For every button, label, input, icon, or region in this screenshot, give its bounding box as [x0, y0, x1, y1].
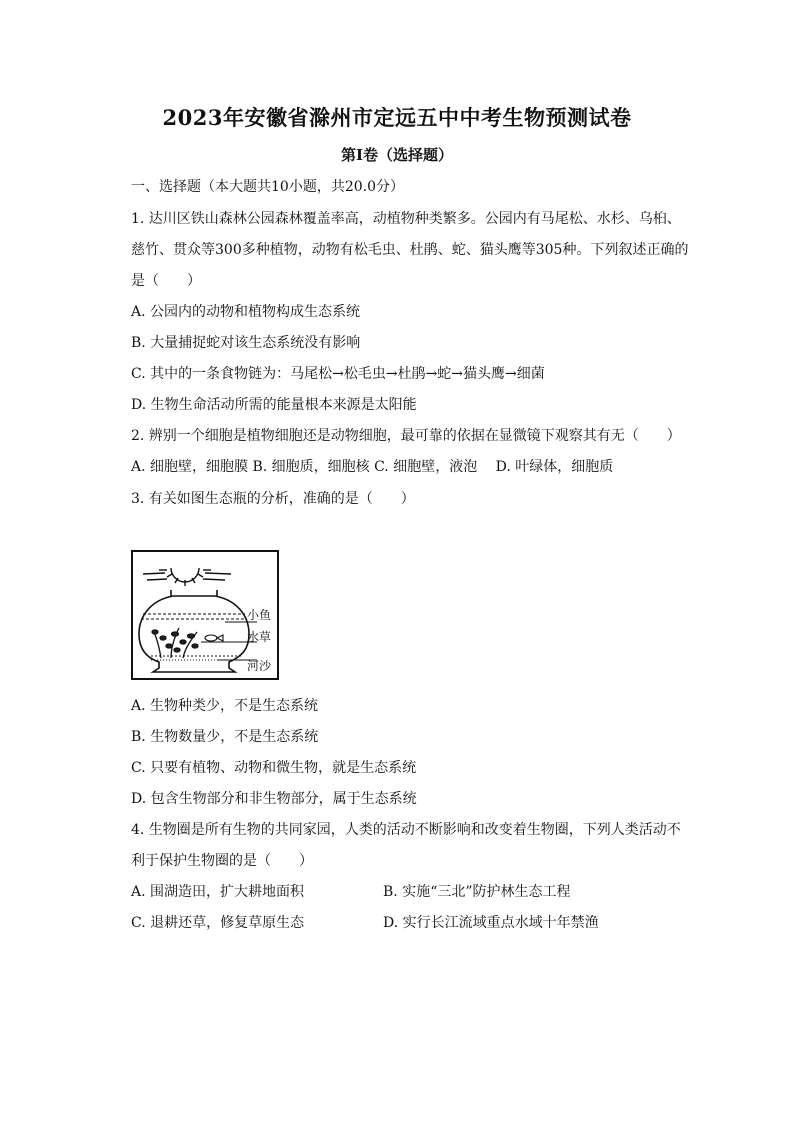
q4-option-c: C. 退耕还草，修复草原生态: [131, 915, 305, 931]
section-title: 第I卷（选择题）: [340, 146, 454, 164]
fish-label: 小鱼: [247, 608, 272, 622]
q2-options: A. 细胞壁，细胞膜 B. 细胞质，细胞核 C. 细胞壁，液泡 D. 叶绿体，细胞质: [131, 459, 614, 475]
q3-stem: 3. 有关如图生态瓶的分析，准确的是（ ）: [131, 491, 415, 507]
q4-stem-line-1: 4. 生物圈是所有生物的共同家园，人类的活动不断影响和改变着生物圈，下列人类活动不: [131, 822, 681, 838]
q1-stem-line-1: 1. 达川区铁山森林公园森林覆盖率高，动植物种类繁多。公园内有马尾松、水杉、乌桕、: [131, 211, 681, 227]
q3-option-b: B. 生物数量少，不是生态系统: [131, 729, 319, 745]
q3-option-a: A. 生物种类少，不是生态系统: [131, 698, 319, 714]
q1-option-d: D. 生物生命活动所需的能量根本来源是太阳能: [131, 397, 417, 413]
q1-stem-line-3: 是（ ）: [131, 273, 201, 289]
waterweed-label: 水草: [247, 630, 272, 644]
eco-bottle-figure: [131, 550, 279, 680]
q4-option-a: A. 围湖造田，扩大耕地面积: [131, 884, 305, 900]
part-heading: 一、选择题（本大题共10小题，共20.0分）: [131, 179, 404, 195]
q2-stem: 2. 辨别一个细胞是植物细胞还是动物细胞，最可靠的依据在显微镜下观察其有无（ ）: [131, 428, 681, 444]
q4-option-d: D. 实行长江流域重点水域十年禁渔: [383, 915, 599, 931]
q3-option-c: C. 只要有植物、动物和微生物，就是生态系统: [131, 760, 417, 776]
q1-stem-line-2: 慈竹、贯众等300多种植物，动物有松毛虫、杜鹃、蛇、猫头鹰等305种。下列叙述正确的: [131, 242, 689, 258]
q1-option-c: C. 其中的一条食物链为：马尾松→松毛虫→杜鹃→蛇→猫头鹰→细菌: [131, 366, 545, 382]
q4-stem-line-2: 利于保护生物圈的是（ ）: [131, 853, 313, 869]
exam-title: 2023年安徽省滁州市定远五中中考生物预测试卷: [162, 105, 632, 130]
q4-option-b: B. 实施“三北”防护林生态工程: [383, 884, 571, 900]
q1-option-b: B. 大量捕捉蛇对该生态系统没有影响: [131, 335, 361, 351]
q1-option-a: A. 公园内的动物和植物构成生态系统: [131, 304, 361, 320]
sand-label: 河沙: [247, 659, 272, 673]
q3-option-d: D. 包含生物部分和非生物部分，属于生态系统: [131, 791, 417, 807]
